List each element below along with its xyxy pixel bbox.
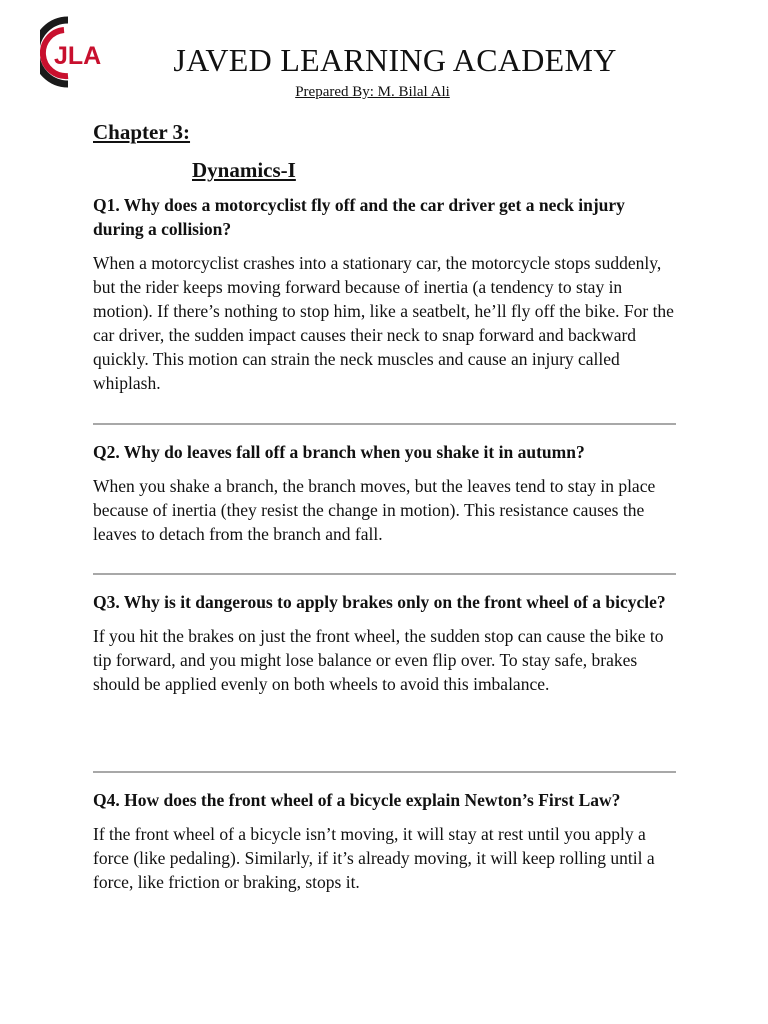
prepared-by: Prepared By: M. Bilal Ali (295, 84, 450, 100)
divider (93, 573, 676, 575)
academy-title: JAVED LEARNING ACADEMY (173, 42, 617, 78)
divider (93, 771, 676, 773)
answer-1: When a motorcyclist crashes into a stationary car, the motorcycle stops suddenly, but the rider keeps moving forward because of inertia (a tendency to stay in motion). If there’s nothing to stop him, like a seatbelt, he’ll fly off the bike. For the car driver, the sudden impact causes their neck to snap forward and backward quickly. This motion can strain the neck muscles and cause an injury called whiplash. (93, 253, 674, 393)
question-2: Q2. Why do leaves fall off a branch when you shake it in autumn? (93, 442, 585, 462)
divider (93, 423, 676, 425)
question-block-4 (93, 788, 678, 894)
question-1: Q1. Why does a motorcyclist fly off and the car driver get a neck injury during a collision? (93, 195, 625, 239)
question-block-3 (93, 590, 678, 696)
chapter-heading: Chapter 3: (93, 120, 191, 144)
logo-text: JLA (54, 42, 102, 70)
chapter-subtitle: Dynamics-I (192, 158, 296, 182)
answer-3: If you hit the brakes on just the front wheel, the sudden stop can cause the bike to tip forward, and you might lose balance or even flip over. To stay safe, brakes should be applied evenly on both wheels to avoid this imbalance. (93, 626, 664, 694)
answer-4: If the front wheel of a bicycle isn’t moving, it will stay at rest until you apply a force (like pedaling). Similarly, if it’s already moving, it will keep rolling until a force, like friction or braking, stops it. (93, 824, 655, 892)
question-4: Q4. How does the front wheel of a bicycle explain Newton’s First Law? (93, 790, 621, 810)
question-block-1 (93, 193, 678, 395)
answer-2: When you shake a branch, the branch moves, but the leaves tend to stay in place because of inertia (they resist the change in motion). This resistance causes the leaves to detach from the branch and fall. (93, 476, 656, 544)
question-3: Q3. Why is it dangerous to apply brakes only on the front wheel of a bicycle? (93, 592, 666, 612)
question-block-2 (93, 440, 678, 546)
